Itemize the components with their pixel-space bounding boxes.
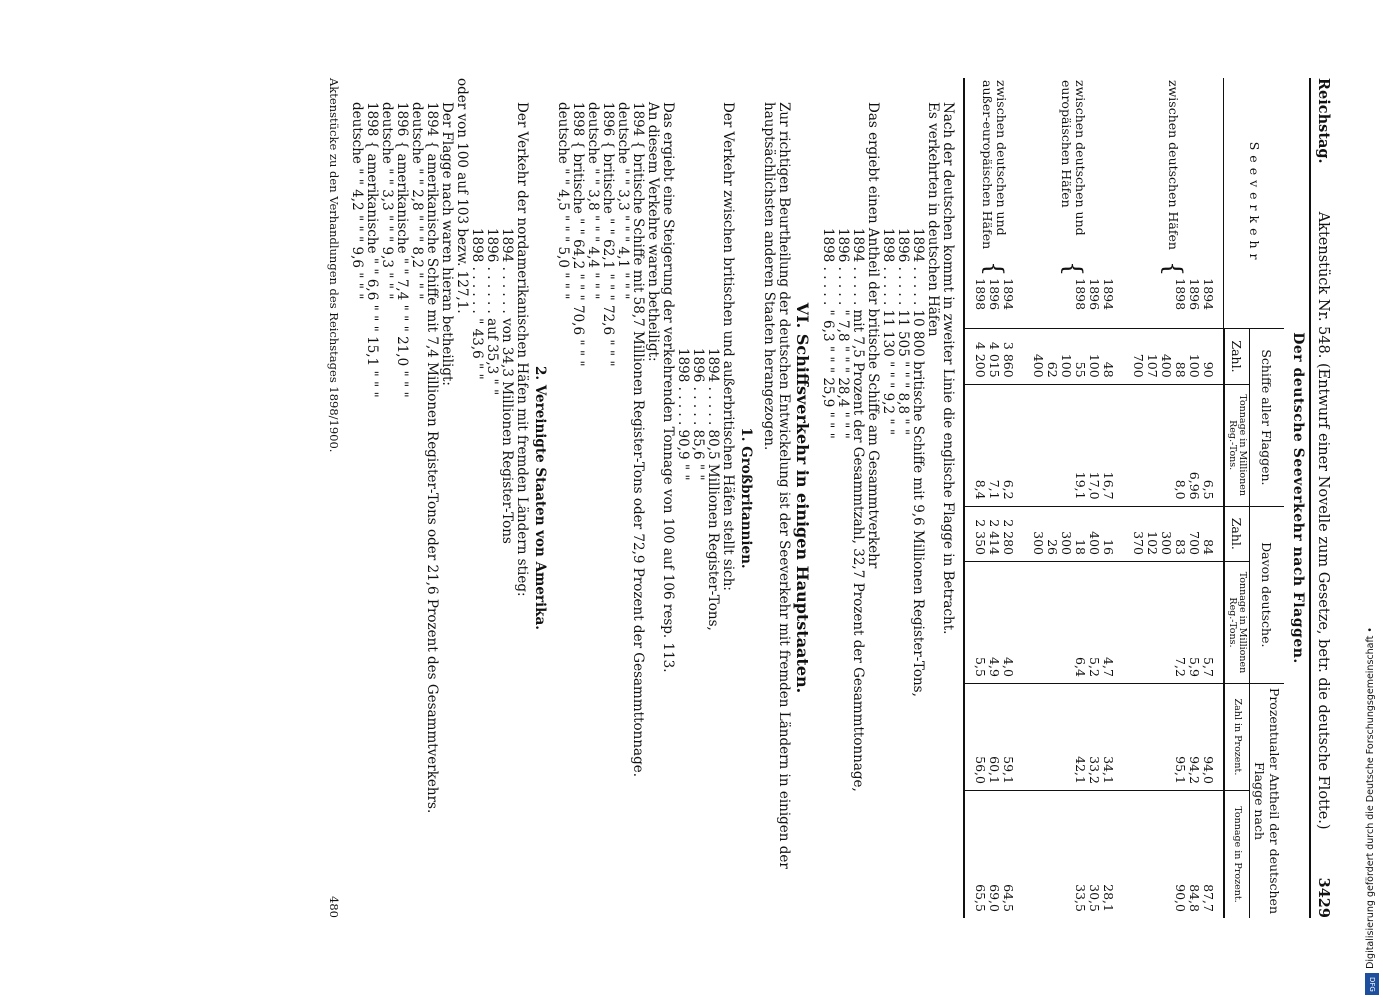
header-rule bbox=[1309, 78, 1311, 918]
paragraph: Der Verkehr zwischen britischen und außerbritischen Häfen stellt sich: bbox=[720, 102, 736, 591]
d-tonnage-cell: 4,0 4,9 5,5 bbox=[964, 562, 1023, 684]
paragraph: Es verkehrten in deutschen Häfen bbox=[925, 102, 941, 337]
list-item: 1896 . . . . . 85,6 " " bbox=[690, 348, 706, 481]
col-all-flags: Schiffe aller Flaggen. bbox=[1250, 329, 1285, 506]
section-heading: VI. Schiffsverkehr in einigen Hauptstaaten. bbox=[793, 302, 812, 694]
list-item: deutsche " " 3,3 " " " 4,1 " " " bbox=[615, 102, 631, 300]
col-zahl: Zahl. bbox=[1224, 329, 1250, 384]
p-zahl-cell: 94,0 94,2 95,1 bbox=[1123, 683, 1224, 790]
list-item: 1896 { amerikanische " " 7,4 " " " 21,0 " " " bbox=[394, 102, 410, 398]
tonnage-cell: 16,7 17,0 19,1 bbox=[1023, 384, 1123, 506]
page-content bbox=[326, 78, 1331, 918]
seeverkehr-table bbox=[963, 78, 1284, 918]
tonnage-cell: 6,2 7,1 8,4 bbox=[964, 384, 1023, 506]
dfg-logo: DFG bbox=[1365, 973, 1379, 995]
running-header bbox=[1315, 78, 1331, 918]
years-cell: 1894 1896 1898 bbox=[1073, 278, 1116, 311]
group-label: zwischen deutschen und außer-europäischen Häfen bbox=[964, 78, 1023, 261]
years-cell: 1894 1896 1898 bbox=[1173, 278, 1217, 311]
col-d-zahl: Zahl. bbox=[1224, 506, 1250, 561]
list-item: 1894 . . . . . . von 34,3 Millionen Register-Tons bbox=[499, 228, 515, 544]
list-item: 1898 . . . . . 90,9 " " bbox=[675, 348, 691, 481]
d-zahl-cell: 84 700 83 300 102 370 bbox=[1123, 506, 1224, 561]
p-zahl-cell: 34,1 33,2 42,1 bbox=[1023, 683, 1123, 790]
subsection-heading: 1. Großbritannien. bbox=[738, 427, 754, 569]
zahl-cell: 3 860 4 015 4 200 bbox=[964, 329, 1023, 384]
years-cell: 1894 1896 1898 bbox=[964, 276, 1023, 329]
body-text bbox=[349, 78, 955, 918]
list-item: deutsche " " 3,3 " " " 9,3 " " " bbox=[379, 102, 395, 300]
brace: { bbox=[1059, 261, 1087, 277]
paragraph: Der Verkehr der nordamerikanischen Häfen mit fremden Ländern stieg: bbox=[514, 102, 530, 597]
p-tonnage-cell: 87,7 84,8 90,0 bbox=[1123, 790, 1224, 918]
dfg-credit-text: Digitalisierung gefördert durch die Deutsche Forschungsgemeinschaft • bbox=[1365, 627, 1376, 969]
col-share: Prozentualer Antheil der deutschen Flagge nach bbox=[1250, 683, 1285, 918]
table-title: Der deutsche Seeverkehr nach Flaggen. bbox=[1290, 332, 1306, 664]
list-item: 1898 . . . . . . " 43,6 " " bbox=[469, 228, 485, 380]
group-label: zwischen deutschen Häfen bbox=[1166, 80, 1182, 250]
group-label: zwischen deutschen und europäischen Häfen bbox=[1059, 80, 1088, 236]
zahl-cell: 48 100 55 100 62 400 bbox=[1023, 329, 1123, 384]
list-item: 1898 . . . . . " 6,3 " " " 25,9 " " " bbox=[820, 228, 836, 439]
col-p-zahl: Zahl in Prozent. bbox=[1224, 683, 1250, 790]
col-german: Davon deutsche. bbox=[1250, 506, 1285, 683]
paragraph: An diesem Verkehre waren betheiligt: bbox=[645, 102, 661, 362]
list-item: 1896 . . . . . . auf 35,3 " " bbox=[484, 228, 500, 396]
list-item: 1898 { britische " " 64,2 " " " 70,6 " " " bbox=[570, 102, 586, 367]
list-item: 1898 . . . . . 11 130 " " " 9,2 " " bbox=[880, 228, 896, 436]
list-item: 1894 { britische Schiffe mit 58,7 Millionen Register-Tons oder 72,9 Prozent der Gesammttonnage. bbox=[630, 102, 646, 777]
header-title: Aktenstück Nr. 548. (Entwurf einer Novelle zum Gesetze, betr. die deutsche Flotte.) bbox=[1315, 211, 1331, 830]
page-number: 3429 bbox=[1315, 877, 1332, 918]
list-item: 1894 . . . . . 10 800 britische Schiffe mit 9,6 Millionen Register-Tons, bbox=[910, 228, 926, 697]
col-p-tonnage: Tonnage in Prozent. bbox=[1224, 790, 1250, 918]
col-tonnage: Tonnage in Millionen Reg.-Tons. bbox=[1224, 384, 1250, 506]
footer-page-number: 480 bbox=[327, 896, 341, 918]
zahl-cell: 90 100 88 400 107 700 bbox=[1123, 329, 1224, 384]
col-d-tonnage: Tonnage in Millionen Reg.-Tons. bbox=[1224, 562, 1250, 684]
paragraph: Das ergiebt eine Steigerung der verkehrenden Tonnage von 100 auf 106 resp. 113. bbox=[660, 102, 676, 673]
table-row bbox=[1023, 78, 1123, 918]
d-zahl-cell: 2 280 2 414 2 350 bbox=[964, 506, 1023, 561]
paragraph: Zur richtigen Beurtheilung der deutschen Entwickelung ist der Seeverkehr mit fremden Ländern in einigen der hauptsächlichsten anderen Staaten herangezogen. bbox=[761, 102, 792, 869]
d-tonnage-cell: 5,7 5,9 7,2 bbox=[1123, 562, 1224, 684]
dfg-sidebar bbox=[1365, 595, 1379, 995]
tonnage-cell: 6,5 6,96 8,0 bbox=[1123, 384, 1224, 506]
p-tonnage-cell: 28,1 30,5 33,5 bbox=[1023, 790, 1123, 918]
p-tonnage-cell: 64,5 69,0 65,5 bbox=[964, 790, 1023, 918]
list-item: 1894 . . . . . mit 7,5 Prozent der Gesammtzahl, 32,7 Prozent der Gesammttonnage, bbox=[850, 228, 866, 792]
list-item: 1896 { britische " " 62,1 " " " 72,6 " " " bbox=[600, 102, 616, 367]
footer-source: Aktenstücke zu den Verhandlungen des Reichstages 1898/1900. bbox=[327, 78, 341, 453]
list-item: deutsche " " 4,2 " " " 9,6 " " " bbox=[349, 102, 365, 300]
subsection-heading: 2. Vereinigte Staaten von Amerika. bbox=[532, 366, 548, 630]
paragraph: oder von 100 auf 103 bezw. 127,1. bbox=[454, 78, 470, 314]
list-item: 1896 . . . . . 11 505 " " " 8,8 " " bbox=[895, 228, 911, 436]
list-item: 1894 . . . . . 80,5 Millionen Register-Tons, bbox=[705, 348, 721, 631]
list-item: deutsche " " 3,8 " " " 4,4 " " " bbox=[585, 102, 601, 300]
d-zahl-cell: 16 400 18 300 26 300 bbox=[1023, 506, 1123, 561]
list-item: 1894 { amerikanische Schiffe mit 7,4 Millionen Register-Tons oder 21,6 Prozent des Gesammtverkehrs. bbox=[424, 102, 440, 814]
d-tonnage-cell: 4,7 5,2 6,4 bbox=[1023, 562, 1123, 684]
brace: { bbox=[964, 261, 1023, 276]
paragraph: Das ergiebt einen Antheil der britische Schiffe am Gesammtverkehr bbox=[865, 102, 881, 569]
brace: { bbox=[1159, 261, 1188, 277]
table-row bbox=[964, 78, 1023, 918]
list-item: 1898 { amerikanische " " 6,6 " " " 15,1 " " " bbox=[364, 102, 380, 398]
list-item: deutsche " " 4,5 " " " 5,0 " " " bbox=[555, 102, 571, 300]
header-left: Reichstag. bbox=[1315, 78, 1332, 164]
page-footer bbox=[326, 78, 341, 918]
paragraph: Der Flagge nach waren hieran betheiligt: bbox=[439, 102, 455, 386]
list-item: 1896 . . . . . " 7,8 " " " 28,4 " " " bbox=[835, 228, 851, 439]
col-seeverkehr: Seeverkehr bbox=[1224, 78, 1284, 329]
list-item: deutsche " " 2,8 " " " 8,2 " " " bbox=[409, 102, 425, 300]
p-zahl-cell: 59,1 60,1 56,0 bbox=[964, 683, 1023, 790]
table-row bbox=[1123, 78, 1224, 918]
paragraph: Nach der deutschen kommt in zweiter Linie die englische Flagge in Betracht. bbox=[940, 102, 956, 635]
